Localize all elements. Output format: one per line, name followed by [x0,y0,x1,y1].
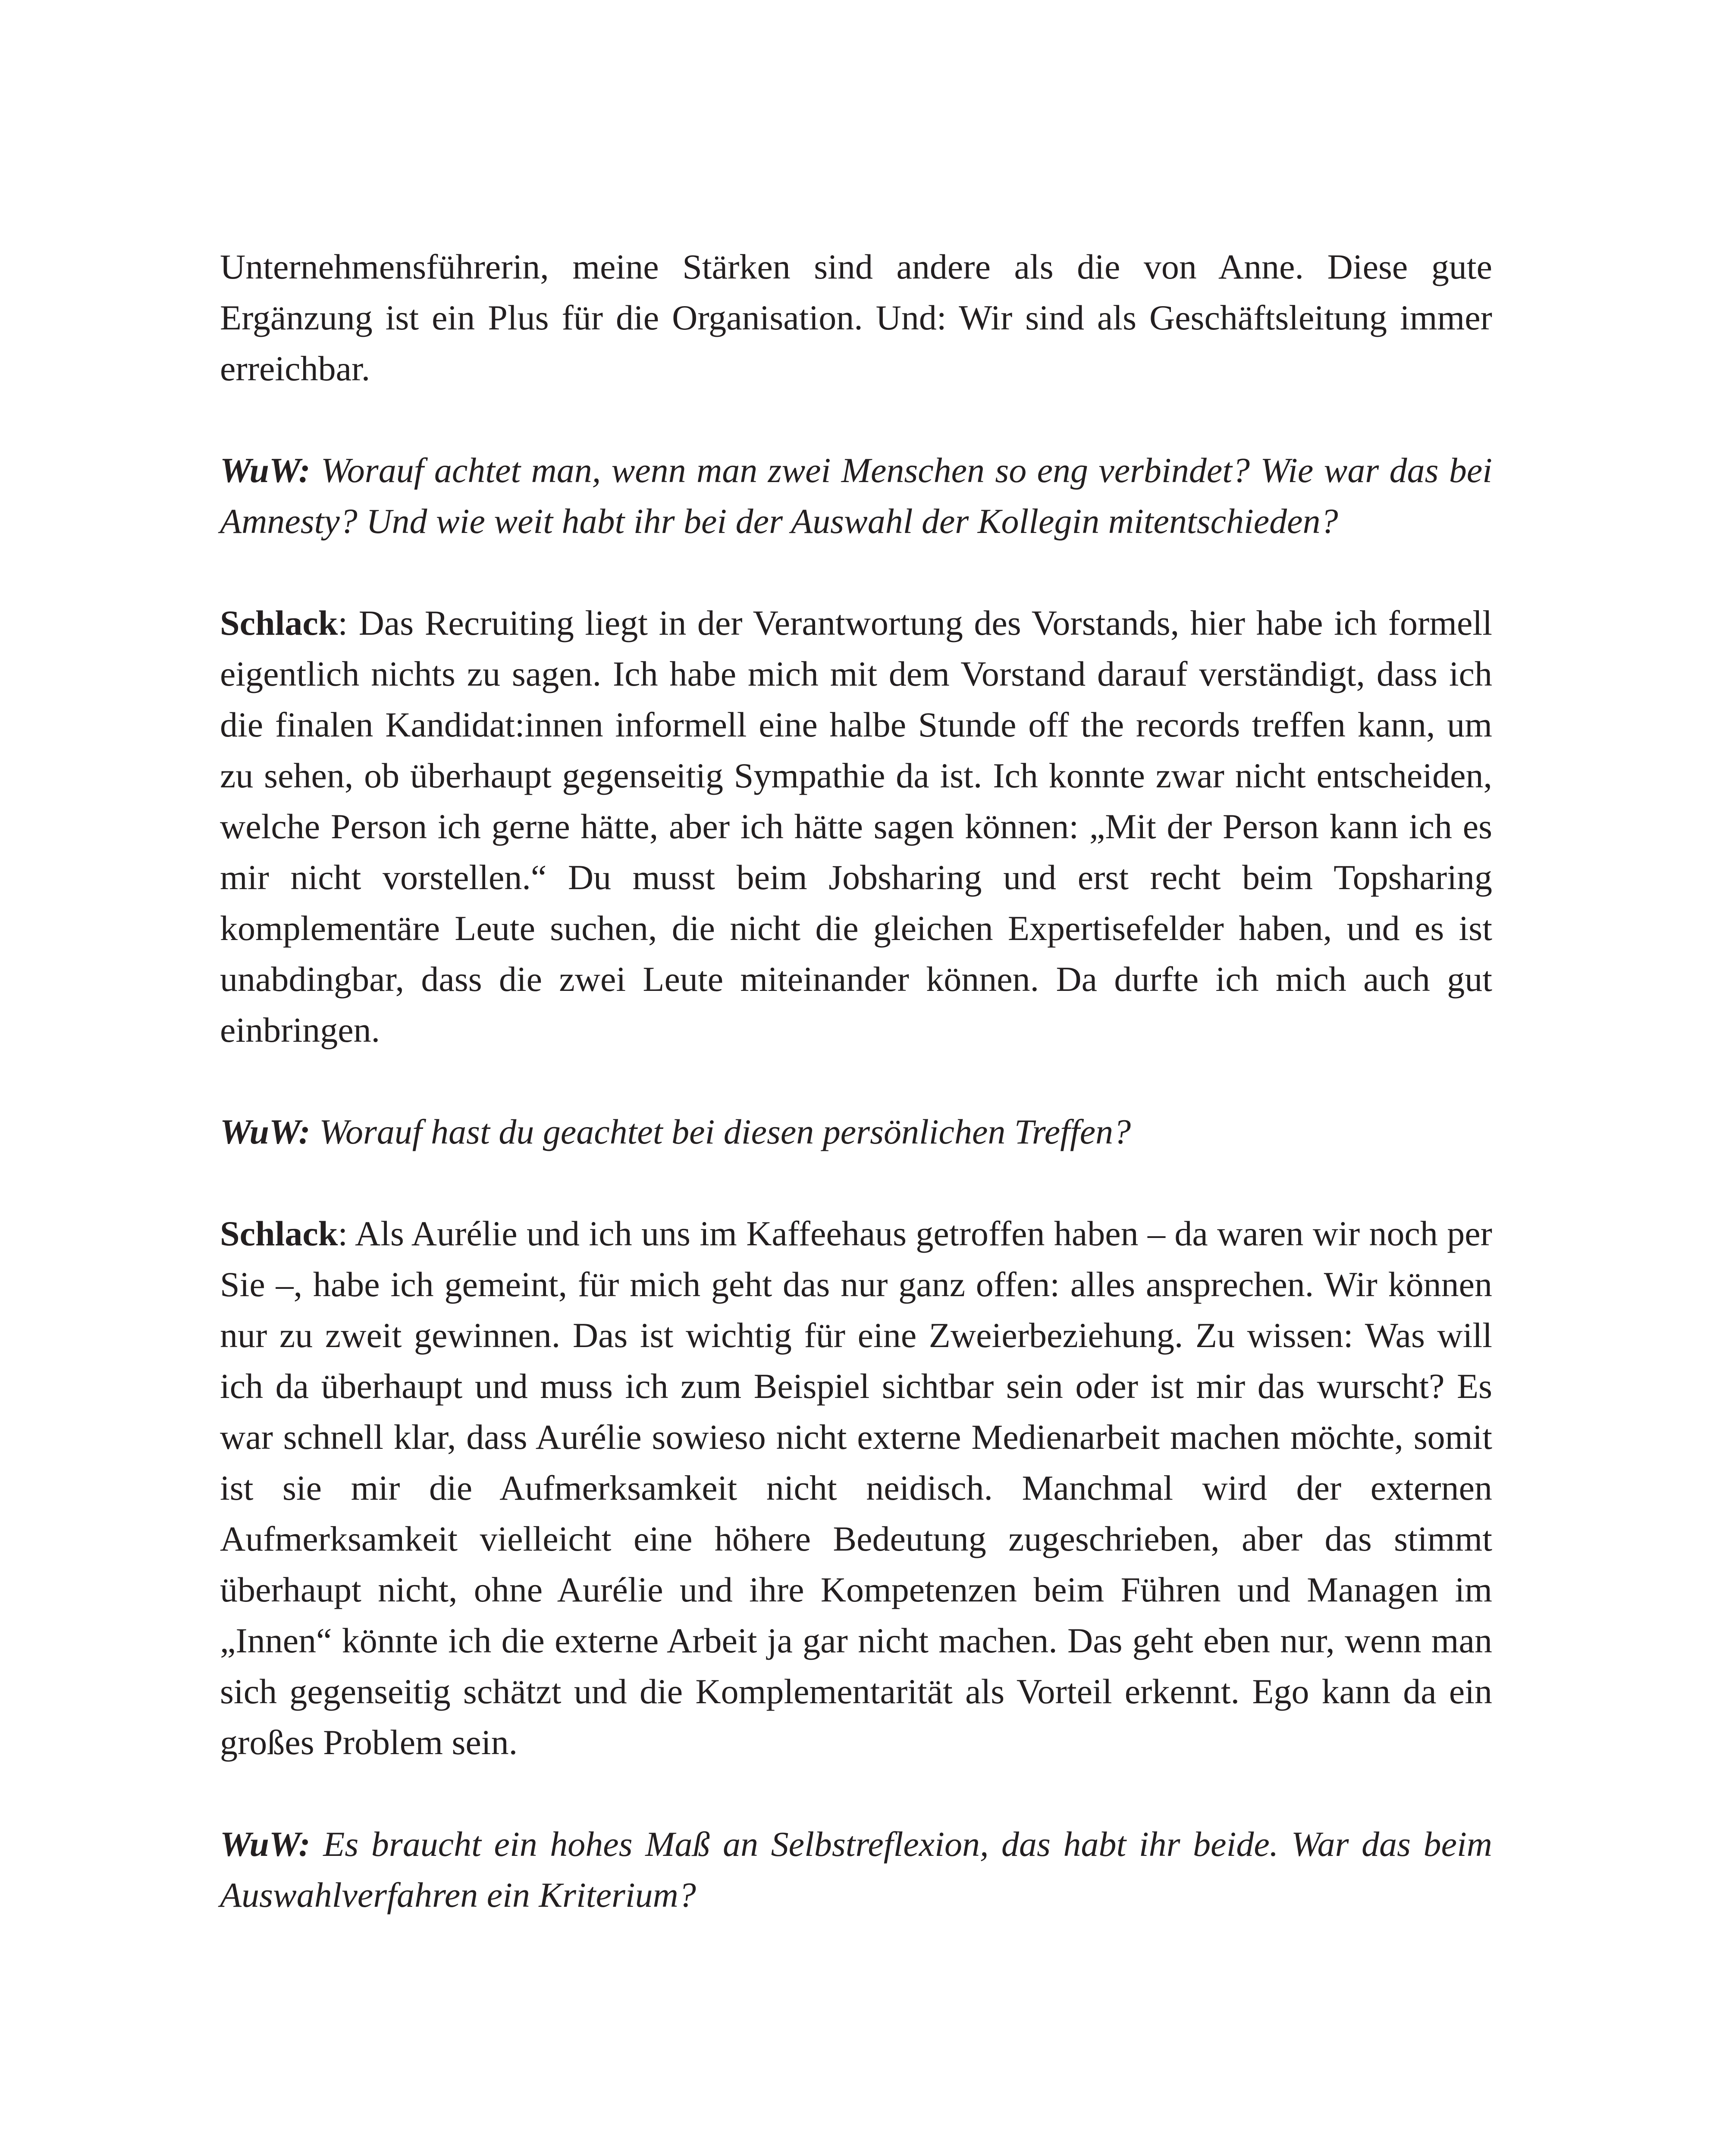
answer-paragraph [220,1208,1492,1768]
speaker-label: WuW: [220,1824,311,1864]
question-paragraph [220,1819,1492,1921]
speaker-label: Schlack [220,603,338,642]
question-paragraph [220,445,1492,547]
paragraph-text: Als Aurélie und ich uns im Kaffeehaus getroffen haben – da waren wir noch per Sie –, habe ich gemeint, für mich geht das nur ganz offen: alles ansprechen. Wir können nur zu zweit gewinnen. Das ist wichtig für eine Zweierbeziehung. Zu wissen: Was will ich da überhaupt und muss ich zum Beispiel sichtbar sein oder ist mir das wurscht? Es war schnell klar, dass Aurélie sowieso nicht externe Medienarbeit machen möchte, somit ist sie mir die Aufmerksamkeit nicht neidisch. Manchmal wird der externen Aufmerksamkeit vielleicht eine höhere Bedeutung zugeschrieben, aber das stimmt überhaupt nicht, ohne Aurélie und ihre Kompetenzen beim Führen und Managen im „Innen“ könnte ich die externe Arbeit ja gar nicht machen. Das geht eben nur, wenn man sich gegenseitig schätzt und die Komplementarität als Vorteil erkennt. Ego kann da ein großes Problem sein. [220,1214,1492,1762]
speaker-label: WuW: [220,451,311,490]
question-paragraph [220,1106,1492,1157]
answer-paragraph-continuation [220,241,1492,394]
interview-text [220,241,1492,1921]
speaker-separator [311,1112,320,1151]
speaker-separator: : [338,603,359,642]
speaker-separator [311,451,321,490]
speaker-separator [311,1824,323,1864]
speaker-label: WuW: [220,1112,311,1151]
speaker-label: Schlack [220,1214,338,1253]
paragraph-text: Unternehmensführerin, meine Stärken sind andere als die von Anne. Diese gute Ergänzung ist ein Plus für die Organisation. Und: Wir sind als Geschäftsleitung immer erreichbar. [220,247,1492,388]
paragraph-text: Das Recruiting liegt in der Verantwortung des Vorstands, hier habe ich formell eigentlich nichts zu sagen. Ich habe mich mit dem Vorstand darauf verständigt, dass ich die finalen Kandidat:innen informell eine halbe Stunde off the records treffen kann, um zu sehen, ob überhaupt gegenseitig Sympathie da ist. Ich konnte zwar nicht entscheiden, welche Person ich gerne hätte, aber ich hätte sagen können: „Mit der Person kann ich es mir nicht vorstellen.“ Du musst beim Jobsharing und erst recht beim Topsharing komplementäre Leute suchen, die nicht die gleichen Expertisefelder haben, und es ist unabdingbar, dass die zwei Leute miteinander können. Da durfte ich mich auch gut einbringen. [220,603,1492,1050]
answer-paragraph [220,598,1492,1056]
paragraph-text: Worauf achtet man, wenn man zwei Menschen so eng verbindet? Wie war das bei Amnesty? Und wie weit habt ihr bei der Auswahl der Kollegin mitentschieden? [220,451,1493,541]
paragraph-text: Es braucht ein hohes Maß an Selbstreflexion, das habt ihr beide. War das beim Auswahlverfahren ein Kriterium? [220,1824,1493,1915]
speaker-separator: : [338,1214,355,1253]
paragraph-text: Worauf hast du geachtet bei diesen persönlichen Treffen? [319,1112,1131,1151]
